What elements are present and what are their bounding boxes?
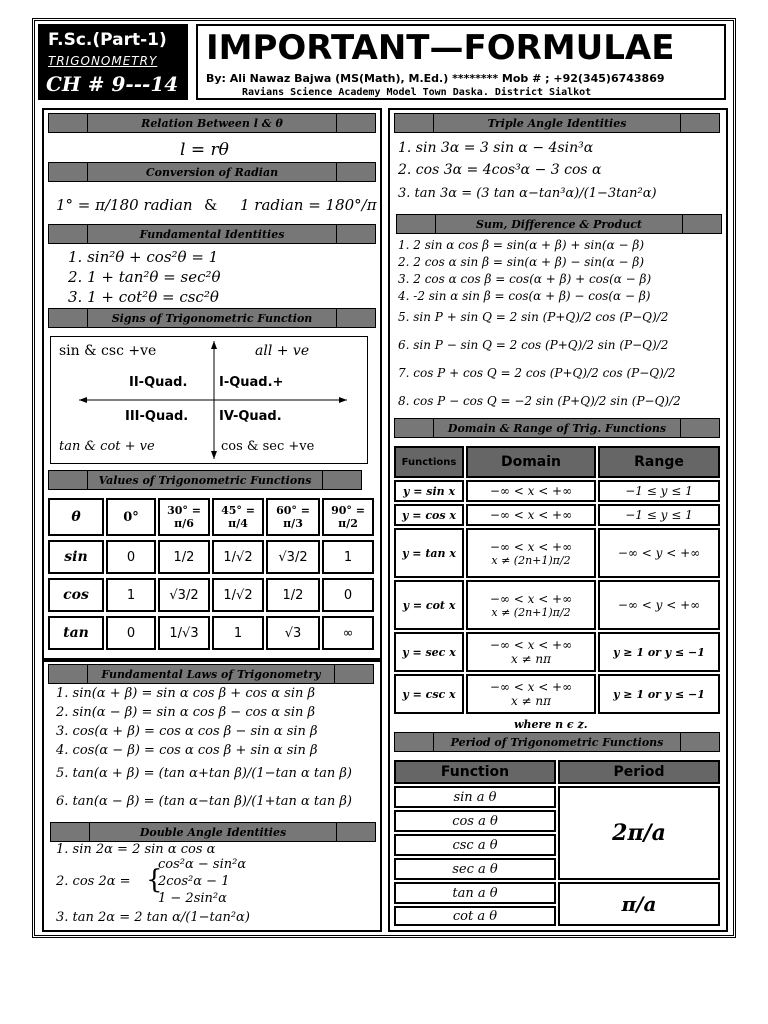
period-value-2pi-over-a: 2π/a <box>558 786 720 880</box>
values-cos-60: 1/2 <box>266 578 320 612</box>
quadrant-1-label: I-Quad.+ <box>219 375 284 390</box>
section-header-radian: Conversion of Radian <box>48 162 376 182</box>
quadrant-2-label: II-Quad. <box>129 375 188 390</box>
triple-2: 2. cos 3α = 4cos³α − 3 cos α <box>398 162 602 178</box>
quadrant-1-sign: all + ve <box>255 343 310 359</box>
domain-row-csc-range: y ≥ 1 or y ≤ −1 <box>598 674 720 714</box>
section-header-period: Period of Trigonometric Functions <box>394 732 720 752</box>
double-2-form-b: 2cos²α − 1 <box>158 874 230 889</box>
values-sin-label: sin <box>48 540 104 574</box>
quadrant-3-label: III-Quad. <box>125 409 189 424</box>
domain-row-cos-range: −1 ≤ y ≤ 1 <box>598 504 720 526</box>
law-6: 6. tan(α − β) = (tan α−tan β)/(1+tan α tan β) <box>56 794 352 809</box>
period-table <box>392 758 724 928</box>
domain-row-cot-domain <box>466 580 596 630</box>
quadrant-box <box>50 336 368 464</box>
domain-row-sec-range: y ≥ 1 or y ≤ −1 <box>598 632 720 672</box>
quadrant-2-sign: sin & csc +ve <box>59 343 157 359</box>
sum-7: 7. cos P + cos Q = 2 cos (P+Q)/2 cos (P−Q)/2 <box>398 366 676 380</box>
section-header-signs: Signs of Trigonometric Function <box>48 308 376 328</box>
title-box <box>196 24 726 100</box>
radian-to-degree: 1 radian = 180°/π <box>240 196 377 214</box>
period-func-cos: cos a θ <box>394 810 556 832</box>
page-title: IMPORTANT—FORMULAE <box>206 28 675 68</box>
section-header-fundamental: Fundamental Identities <box>48 224 376 244</box>
values-tan-0: 0 <box>106 616 156 650</box>
period-func-sec: sec a θ <box>394 858 556 880</box>
law-4: 4. cos(α − β) = cos α cos β + sin α sin β <box>56 743 318 758</box>
domain-table <box>392 444 724 716</box>
identity-3: 3. 1 + cot²θ = csc²θ <box>68 288 219 306</box>
values-head-30: 30° = π/6 <box>158 498 210 536</box>
quadrant-4-sign: cos & sec +ve <box>221 439 315 454</box>
ampersand: & <box>204 196 218 214</box>
sum-4: 4. -2 sin α sin β = cos(α + β) − cos(α − β) <box>398 289 651 303</box>
triple-1: 1. sin 3α = 3 sin α − 4sin³α <box>398 140 594 156</box>
domain-csc-exclusion: x ≠ nπ <box>510 694 552 708</box>
values-cos-30: √3/2 <box>158 578 210 612</box>
law-1: 1. sin(α + β) = sin α cos β + cos α sin β <box>56 686 315 701</box>
quadrant-4-label: IV-Quad. <box>219 409 282 424</box>
section-header-values: Values of Trigonometric Functions <box>48 470 362 490</box>
values-head-0: 0° <box>106 498 156 536</box>
values-cos-label: cos <box>48 578 104 612</box>
values-sin-0: 0 <box>106 540 156 574</box>
domain-row-csc-domain <box>466 674 596 714</box>
domain-head-functions: Functions <box>394 446 464 478</box>
values-cos-45: 1/√2 <box>212 578 264 612</box>
course-badge <box>38 24 188 100</box>
domain-row-tan-range: −∞ < y < +∞ <box>598 528 720 578</box>
sum-6: 6. sin P − sin Q = 2 cos (P+Q)/2 sin (P−Q)/2 <box>398 338 669 352</box>
values-head-90: 90° = π/2 <box>322 498 374 536</box>
domain-row-cot-range: −∞ < y < +∞ <box>598 580 720 630</box>
chapters-label: CH # 9---14 <box>46 72 179 96</box>
sum-3: 3. 2 cos α cos β = cos(α + β) + cos(α − β) <box>398 272 652 286</box>
identity-1: 1. sin²θ + cos²θ = 1 <box>68 248 219 266</box>
domain-cot-range-text: −∞ < x < +∞ <box>489 591 573 606</box>
domain-head-domain: Domain <box>466 446 596 478</box>
relation-formula: l = rθ <box>180 140 229 160</box>
quadrant-3-sign: tan & cot + ve <box>59 439 155 454</box>
sum-8: 8. cos P − cos Q = −2 sin (P+Q)/2 sin (P−Q)/2 <box>398 394 681 408</box>
brace-glyph: { <box>146 865 163 895</box>
domain-sec-range-text: −∞ < x < +∞ <box>489 638 573 652</box>
domain-row-tan-domain <box>466 528 596 578</box>
domain-row-cos-domain: −∞ < x < +∞ <box>466 504 596 526</box>
domain-row-sin-range: −1 ≤ y ≤ 1 <box>598 480 720 502</box>
domain-row-sin-domain: −∞ < x < +∞ <box>466 480 596 502</box>
section-header-relation: Relation Between l & θ <box>48 113 376 133</box>
values-sin-30: 1/2 <box>158 540 210 574</box>
domain-sec-exclusion: x ≠ nπ <box>510 652 552 666</box>
author-byline: By: Ali Nawaz Bajwa (MS(Math), M.Ed.) ******** Mob # ; +92(345)6743869 <box>206 72 665 85</box>
period-func-csc: csc a θ <box>394 834 556 856</box>
values-tan-45: 1 <box>212 616 264 650</box>
identity-2: 2. 1 + tan²θ = sec²θ <box>68 268 221 286</box>
sum-1: 1. 2 sin α cos β = sin(α + β) + sin(α − β) <box>398 238 645 252</box>
values-sin-60: √3/2 <box>266 540 320 574</box>
period-head-function: Function <box>394 760 556 784</box>
values-tan-30: 1/√3 <box>158 616 210 650</box>
domain-head-range: Range <box>598 446 720 478</box>
law-3: 3. cos(α + β) = cos α cos β − sin α sin β <box>56 724 318 739</box>
period-head-period: Period <box>558 760 720 784</box>
section-header-triple: Triple Angle Identities <box>394 113 720 133</box>
domain-row-cos-func: y = cos x <box>394 504 464 526</box>
law-5: 5. tan(α + β) = (tan α+tan β)/(1−tan α tan β) <box>56 766 352 781</box>
domain-tan-exclusion: x ≠ (2n+1)π/2 <box>491 553 571 567</box>
values-head-60: 60° = π/3 <box>266 498 320 536</box>
section-header-double: Double Angle Identities <box>50 822 376 842</box>
period-func-cot: cot a θ <box>394 906 556 926</box>
section-header-domain: Domain & Range of Trig. Functions <box>394 418 720 438</box>
domain-csc-range-text: −∞ < x < +∞ <box>489 680 573 694</box>
sum-5: 5. sin P + sin Q = 2 sin (P+Q)/2 cos (P−Q)/2 <box>398 310 669 324</box>
values-sin-90: 1 <box>322 540 374 574</box>
period-func-tan: tan a θ <box>394 882 556 904</box>
double-2-lhs: 2. cos 2α = <box>56 874 131 889</box>
values-head-theta: θ <box>48 498 104 536</box>
values-table <box>46 496 378 656</box>
domain-row-sec-func: y = sec x <box>394 632 464 672</box>
values-cos-90: 0 <box>322 578 374 612</box>
values-cos-0: 1 <box>106 578 156 612</box>
domain-row-csc-func: y = csc x <box>394 674 464 714</box>
sum-2: 2. 2 cos α sin β = sin(α + β) − sin(α − β) <box>398 255 645 269</box>
double-2-form-a: cos²α − sin²α <box>158 857 247 872</box>
values-head-45: 45° = π/4 <box>212 498 264 536</box>
section-header-sum: Sum, Difference & Product <box>396 214 722 234</box>
domain-row-sec-domain <box>466 632 596 672</box>
double-2-form-c: 1 − 2sin²α <box>158 891 227 906</box>
law-2: 2. sin(α − β) = sin α cos β − cos α sin β <box>56 705 315 720</box>
subject-label: TRIGONOMETRY <box>48 54 158 68</box>
domain-note: where n ϵ z. <box>514 718 588 731</box>
values-sin-45: 1/√2 <box>212 540 264 574</box>
domain-row-sin-func: y = sin x <box>394 480 464 502</box>
values-tan-60: √3 <box>266 616 320 650</box>
period-value-pi-over-a: π/a <box>558 882 720 926</box>
double-3: 3. tan 2α = 2 tan α/(1−tan²α) <box>56 910 250 925</box>
domain-tan-range-text: −∞ < x < +∞ <box>489 539 573 554</box>
domain-row-cot-func: y = cot x <box>394 580 464 630</box>
academy-line: Ravians Science Academy Model Town Daska. District Sialkot <box>242 87 592 98</box>
degree-to-radian: 1° = π/180 radian <box>56 196 193 214</box>
domain-row-tan-func: y = tan x <box>394 528 464 578</box>
domain-cot-exclusion: x ≠ (2n+1)π/2 <box>491 605 571 619</box>
period-func-sin: sin a θ <box>394 786 556 808</box>
values-tan-90: ∞ <box>322 616 374 650</box>
double-1: 1. sin 2α = 2 sin α cos α <box>56 842 216 857</box>
values-tan-label: tan <box>48 616 104 650</box>
section-header-laws: Fundamental Laws of Trigonometry <box>48 664 374 684</box>
triple-3: 3. tan 3α = (3 tan α−tan³α)/(1−3tan²α) <box>398 186 657 201</box>
course-label: F.Sc.(Part-1) <box>48 30 167 50</box>
